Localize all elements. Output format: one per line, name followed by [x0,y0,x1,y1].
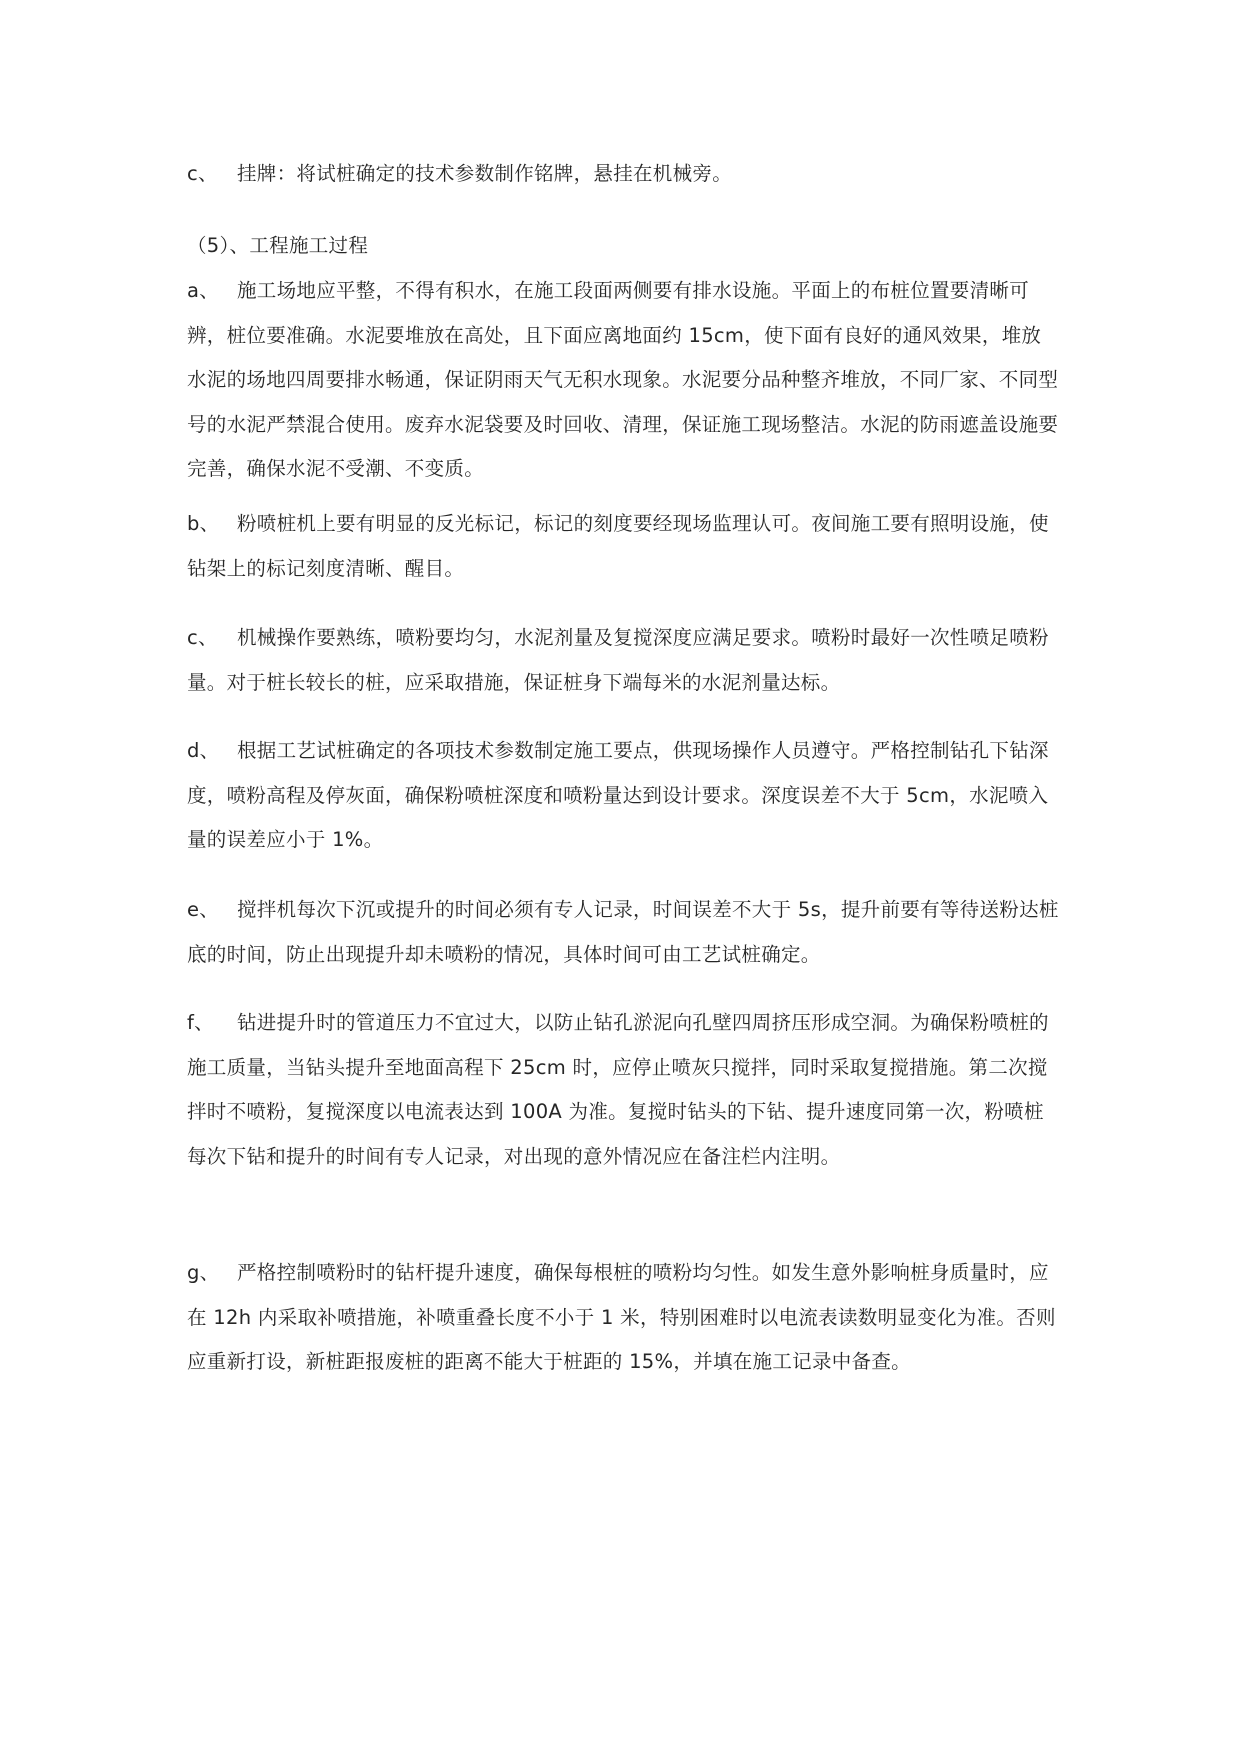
paragraph-marker: e、 [187,898,220,921]
paragraph-b [187,502,1061,591]
paragraph-marker: a、 [187,279,220,302]
paragraph-text: 粉喷桩机上要有明显的反光标记，标记的刻度要经现场监理认可。夜间施工要有照明设施，使钻架上的标记刻度清晰、醒目。 [187,512,1049,580]
paragraph-text: 机械操作要熟练，喷粉要均匀，水泥剂量及复搅深度应满足要求。喷粉时最好一次性喷足喷粉量。对于桩长较长的桩，应采取措施，保证桩身下端每米的水泥剂量达标。 [187,626,1049,694]
paragraph-text: 根据工艺试桩确定的各项技术参数制定施工要点，供现场操作人员遵守。严格控制钻孔下钻深度，喷粉高程及停灰面，确保粉喷桩深度和喷粉量达到设计要求。深度误差不大于 5cm，水泥喷入量的误差应小于 1%。 [187,739,1049,851]
paragraph-text: 搅拌机每次下沉或提升的时间必须有专人记录，时间误差不大于 5s，提升前要有等待送粉达桩底的时间，防止出现提升却未喷粉的情况，具体时间可由工艺试桩确定。 [187,898,1059,966]
paragraph-e [187,888,1061,977]
paragraph-text: 钻进提升时的管道压力不宜过大，以防止钻孔淤泥向孔壁四周挤压形成空洞。为确保粉喷桩的施工质量，当钻头提升至地面高程下 25cm 时，应停止喷灰只搅拌，同时采取复搅措施。第二次搅拌时不喷粉，复搅深度以电流表达到 100A 为准。复搅时钻头的下钻、提升速度同第一次，粉喷桩每次下钻和提升的时间有专人记录，对出现的意外情况应在备注栏内注明。 [187,1011,1049,1168]
paragraph-marker: b、 [187,512,220,535]
paragraph-d [187,729,1061,863]
paragraph-marker: g、 [187,1261,220,1284]
paragraph-text: 挂牌：将试桩确定的技术参数制作铭牌，悬挂在机械旁。 [237,162,733,185]
paragraph-marker: d、 [187,739,220,762]
paragraph-f [187,1001,1061,1179]
paragraph-a [187,269,1061,492]
paragraph-c-signboard [187,152,1061,197]
paragraph-marker: c、 [187,162,218,185]
paragraph-g [187,1251,1061,1385]
paragraph-c [187,616,1061,705]
paragraph-marker: f、 [187,1011,214,1034]
paragraph-text: 严格控制喷粉时的钻杆提升速度，确保每根桩的喷粉均匀性。如发生意外影响桩身质量时，应在 12h 内采取补喷措施，补喷重叠长度不小于 1 米，特别困难时以电流表读数明显变化为准。否则应重新打设，新桩距报废桩的距离不能大于桩距的 15%，并填在施工记录中备查。 [187,1261,1056,1373]
paragraph-text: 施工场地应平整，不得有积水，在施工段面两侧要有排水设施。平面上的布桩位置要清晰可辨，桩位要准确。水泥要堆放在高处，且下面应离地面约 15cm，使下面有良好的通风效果，堆放水泥的场地四周要排水畅通，保证阴雨天气无积水现象。水泥要分品种整齐堆放，不同厂家、不同型号的水泥严禁混合使用。废弃水泥袋要及时回收、清理，保证施工现场整洁。水泥的防雨遮盖设施要完善，确保水泥不受潮、不变质。 [187,279,1059,480]
section-heading: （5）、工程施工过程 [187,234,369,257]
paragraph-marker: c、 [187,626,218,649]
